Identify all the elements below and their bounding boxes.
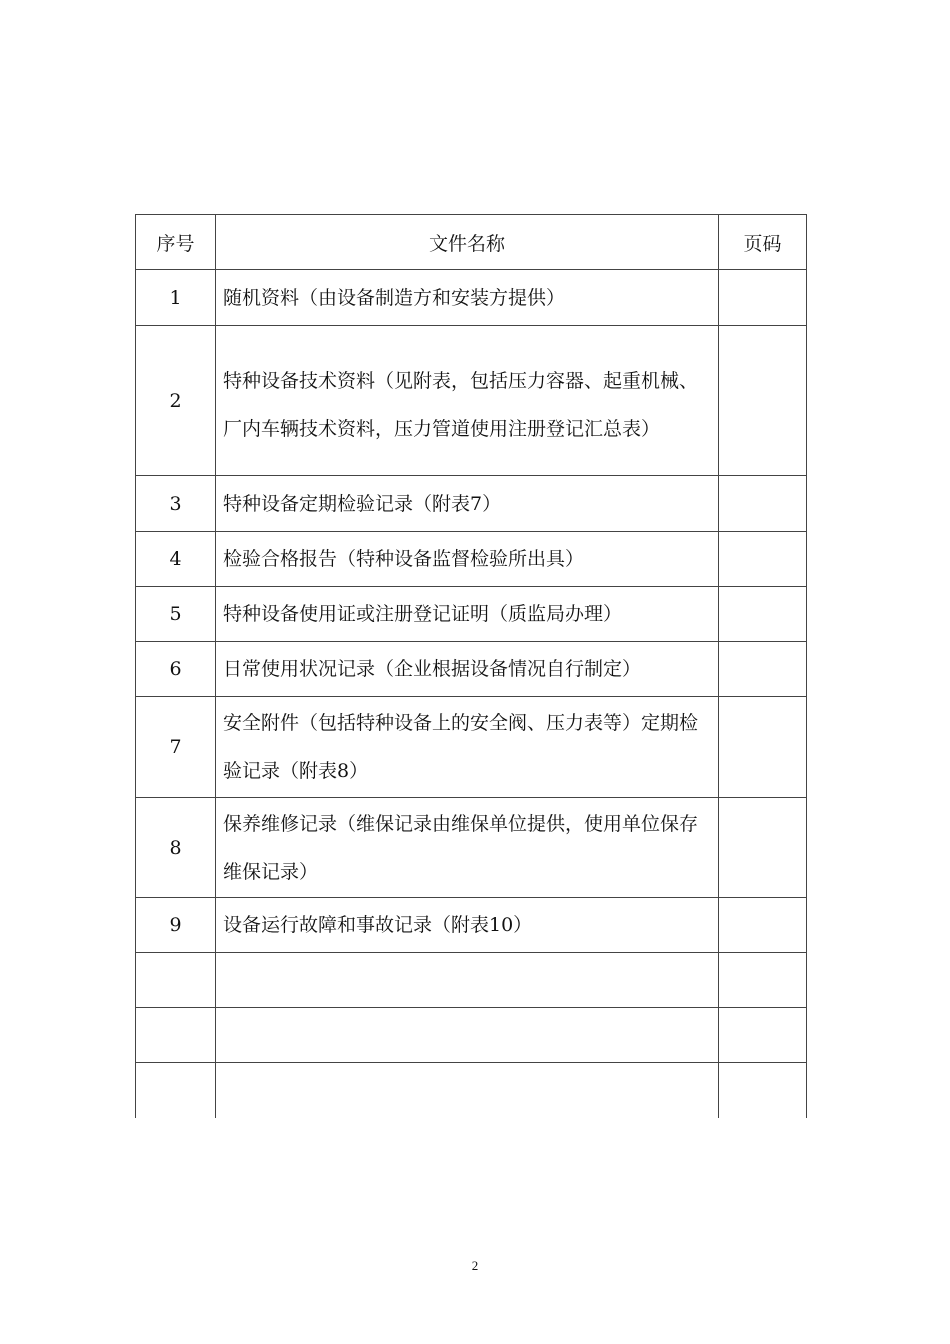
row-index: 2 — [136, 326, 216, 476]
table-header-row — [136, 215, 807, 270]
table-row — [136, 798, 807, 898]
row-page — [719, 1008, 807, 1063]
row-index: 9 — [136, 898, 216, 953]
row-index: 6 — [136, 642, 216, 697]
row-name — [216, 1008, 719, 1063]
table-row — [136, 953, 807, 1008]
row-index: 7 — [136, 697, 216, 798]
row-index: 4 — [136, 532, 216, 587]
row-name: 特种设备定期检验记录（附表7） — [216, 476, 719, 532]
row-index — [136, 1008, 216, 1063]
table-row — [136, 1063, 807, 1118]
page-number: 2 — [471, 1258, 479, 1273]
row-name: 检验合格报告（特种设备监督检验所出具） — [216, 532, 719, 587]
row-name: 日常使用状况记录（企业根据设备情况自行制定） — [216, 642, 719, 697]
header-page: 页码 — [719, 215, 807, 270]
row-page — [719, 953, 807, 1008]
row-page — [719, 642, 807, 697]
header-name: 文件名称 — [216, 215, 719, 270]
row-page — [719, 898, 807, 953]
row-name: 特种设备使用证或注册登记证明（质监局办理） — [216, 587, 719, 642]
table-row — [136, 898, 807, 953]
table-row — [136, 270, 807, 326]
table-row — [136, 476, 807, 532]
row-name: 安全附件（包括特种设备上的安全阀、压力表等）定期检验记录（附表8） — [216, 697, 719, 798]
row-page — [719, 798, 807, 898]
row-name: 设备运行故障和事故记录（附表10） — [216, 898, 719, 953]
header-index: 序号 — [136, 215, 216, 270]
row-name — [216, 953, 719, 1008]
table-row — [136, 1008, 807, 1063]
row-page — [719, 532, 807, 587]
row-name: 保养维修记录（维保记录由维保单位提供，使用单位保存维保记录） — [216, 798, 719, 898]
row-index: 3 — [136, 476, 216, 532]
row-name: 特种设备技术资料（见附表，包括压力容器、起重机械、厂内车辆技术资料，压力管道使用注册登记汇总表） — [216, 326, 719, 476]
table-row — [136, 697, 807, 798]
row-index — [136, 953, 216, 1008]
row-index — [136, 1063, 216, 1118]
row-index: 1 — [136, 270, 216, 326]
table-row — [136, 326, 807, 476]
row-name: 随机资料（由设备制造方和安装方提供） — [216, 270, 719, 326]
row-index: 5 — [136, 587, 216, 642]
row-page — [719, 270, 807, 326]
row-page — [719, 697, 807, 798]
row-page — [719, 326, 807, 476]
table-row — [136, 587, 807, 642]
row-index: 8 — [136, 798, 216, 898]
row-page — [719, 587, 807, 642]
row-name — [216, 1063, 719, 1118]
table-row — [136, 532, 807, 587]
row-page — [719, 1063, 807, 1118]
row-page — [719, 476, 807, 532]
table-row — [136, 642, 807, 697]
document-list-table — [135, 214, 807, 1118]
